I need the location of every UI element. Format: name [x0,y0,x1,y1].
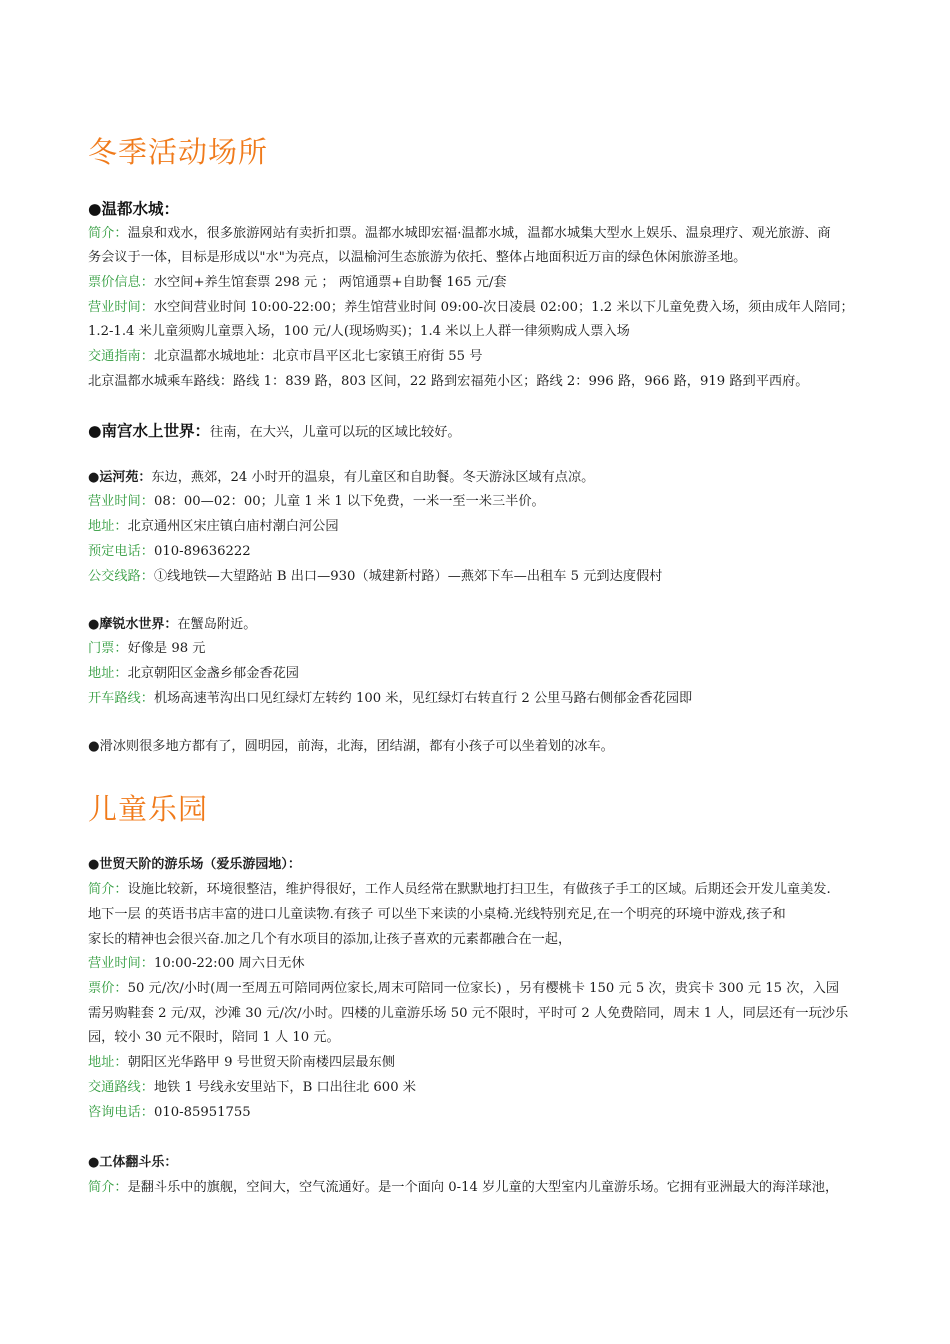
paragraph-line [88,565,878,589]
field-value: 往南，在大兴，儿童可以玩的区域比较好。 [210,425,461,440]
paragraph-line [88,1051,878,1075]
paragraph-line [88,345,878,369]
field-value: 010-85951755 [153,1105,251,1120]
field-label: 营业时间： [88,494,154,509]
field-value: 50 元/次/小时(周一至周五可陪同两位家长,周末可陪同一位家长) ，另有樱桃卡 150 元 5 次，贵宾卡 300 元 15 次，入园 [127,981,840,996]
field-label: 营业时间： [88,300,154,315]
skating-note: ●滑冰则很多地方都有了，圆明园，前海，北海，团结湖，都有小孩子可以坐着划的冰车。 [88,739,614,754]
venue-heading-fandoule [88,1151,878,1175]
venue-name: ●世贸天阶的游乐场（爱乐游园地）： [88,857,301,872]
venue-heading-nangong [88,419,878,445]
field-label: 开车路线： [88,691,154,706]
paragraph-line [88,878,878,902]
venue-name: ●工体翻斗乐： [88,1155,178,1170]
section-title-winter: 冬季活动场所 [88,135,269,169]
field-label: 地址： [88,1055,128,1070]
venue-name: ●摩锐水世界： [88,617,178,632]
paragraph-line [88,662,878,686]
paragraph-line [88,515,878,539]
venue-heading-wendu [88,197,878,223]
paragraph-line: 家长的精神也会很兴奋.加之几个有水项目的添加,让孩子喜欢的元素都融合在一起， [88,932,572,947]
field-label: 简介： [88,226,128,241]
paragraph-line: 地下一层 的英语书店丰富的进口儿童读物.有孩子 可以坐下来读的小桌椅.光线特别充足,在一个明亮的环境中游戏,孩子和 [88,907,786,922]
field-value: 朝阳区光华路甲 9 号世贸天阶南楼四层最东侧 [127,1055,395,1070]
venue-heading-shimao [88,853,878,877]
field-label: 地址： [88,519,128,534]
field-label: 营业时间： [88,956,154,971]
field-label: 交通路线： [88,1080,154,1095]
paragraph-line [88,637,878,661]
field-label: 交通指南： [88,349,154,364]
paragraph-line [88,296,878,320]
paragraph-line [88,687,878,711]
paragraph-line: 需另购鞋套 2 元/双，沙滩 30 元/次/小时。四楼的儿童游乐场 50 元不限时，平时可 2 人免费陪同，周末 1 人，同层还有一玩沙乐 [88,1006,849,1021]
field-value: 机场高速苇沟出口见红绿灯左转约 100 米，见红绿灯右转直行 2 公里马路右侧郁金香花园即 [153,691,693,706]
field-label: 简介： [88,882,128,897]
field-value: 10:00-22:00 周六日无休 [153,956,305,971]
section-title-kids-park: 儿童乐园 [88,792,209,826]
field-label: 公交线路： [88,569,154,584]
field-value: 010-89636222 [153,544,251,559]
field-value: 东边，燕郊，24 小时开的温泉，有儿童区和自助餐。冬天游泳区域有点凉。 [151,470,595,485]
paragraph-line: 1.2-1.4 米儿童须购儿童票入场，100 元/人(现场购买)；1.4 米以上人群一律须购成人票入场 [88,324,630,339]
paragraph-line [88,222,878,246]
paragraph-line [88,1076,878,1100]
field-value: 设施比较新，环境很整洁，维护得很好，工作人员经常在默默地打扫卫生，有做孩子手工的区域。后期还会开发儿童美发. [127,882,831,897]
paragraph-line [88,977,878,1001]
venue-name: ●运河苑： [88,470,152,485]
field-value: 在蟹岛附近。 [177,617,257,632]
field-label: 咨询电话： [88,1105,154,1120]
field-value: 北京温都水城地址：北京市昌平区北七家镇王府街 55 号 [153,349,483,364]
field-value: 水空间营业时间 10:00-22:00；养生馆营业时间 09:00-次日凌晨 02:00；1.2 米以下儿童免费入场，须由成年人陪同； [153,300,854,315]
field-value: 温泉和戏水，很多旅游网站有卖折扣票。温都水城即宏福·温都水城，温都水城集大型水上娱乐、温泉理疗、观光旅游、商 [127,226,831,241]
paragraph-line [88,1176,878,1200]
field-value: 北京通州区宋庄镇白庙村潮白河公园 [127,519,339,534]
field-label: 简介： [88,1180,128,1195]
field-value: 地铁 1 号线永安里站下，B 口出往北 600 米 [153,1080,416,1095]
paragraph-line [88,271,878,295]
field-value: 好像是 98 元 [127,641,206,656]
paragraph-line: 北京温都水城乘车路线：路线 1：839 路，803 区间，22 路到宏福苑小区；路线 2：996 路，966 路，919 路到平西府。 [88,374,809,389]
paragraph-line [88,490,878,514]
field-label: 预定电话： [88,544,154,559]
field-label: 票价信息： [88,275,154,290]
field-label: 票价： [88,981,128,996]
paragraph-line: 园，较小 30 元不限时，陪同 1 人 10 元。 [88,1030,340,1045]
venue-heading-yunhe [88,466,878,490]
field-value: 北京朝阳区金盏乡郁金香花园 [127,666,299,681]
field-label: 地址： [88,666,128,681]
paragraph-line [88,1101,878,1125]
venue-name: ●温都水城： [88,199,180,218]
paragraph-line [88,540,878,564]
venue-heading-morui [88,613,878,637]
field-value: 08：00—02：00；儿童 1 米 1 以下免费，一米一至一米三半价。 [153,494,545,509]
field-value: 水空间+养生馆套票 298 元 ； 两馆通票+自助餐 165 元/套 [153,275,507,290]
field-value: 是翻斗乐中的旗舰，空间大，空气流通好。是一个面向 0-14 岁儿童的大型室内儿童游乐场。它拥有亚洲最大的海洋球池， [127,1180,839,1195]
venue-name: ●南宫水上世界： [88,421,211,440]
field-label: 门票： [88,641,128,656]
paragraph-line: 务会议于一体，目标是形成以"水"为亮点，以温榆河生态旅游为依托、整体占地面积近万亩的绿色休闲旅游圣地。 [88,250,747,265]
field-value: ①线地铁—大望路站 B 出口—930（城建新村路）—燕郊下车—出租车 5 元到达度假村 [153,569,663,584]
paragraph-line [88,952,878,976]
